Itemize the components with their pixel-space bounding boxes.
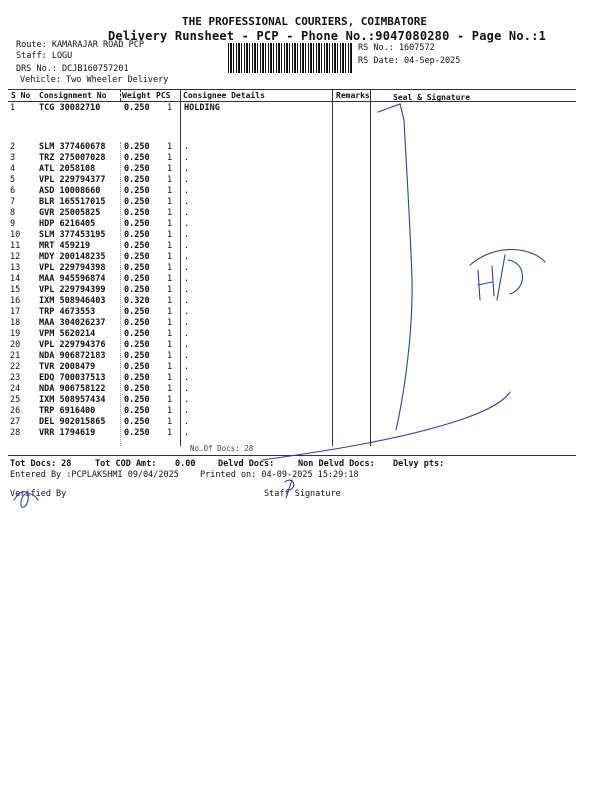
table-row: 13 VPL 229794398 0.250 1 . (10, 263, 190, 273)
table-row: 10 SLM 377453195 0.250 1 . (10, 230, 190, 240)
rs-number: RS No.: 1607572 (358, 43, 435, 53)
svg-text:H/D: H/D (480, 292, 482, 293)
table-row: 6 ASD 10008660 0.250 1 . (10, 186, 190, 196)
non-delivered-docs: Non Delvd Docs: (298, 459, 375, 469)
delivery-points: Delvy pts: (393, 459, 445, 469)
col-sno: S No (11, 91, 31, 100)
table-row: 9 HDP 6216405 0.250 1 . (10, 219, 190, 229)
table-row: 3 TRZ 275007028 0.250 1 . (10, 153, 190, 163)
col-weight: Weight (122, 91, 151, 100)
delivered-docs: Delvd Docs: (218, 459, 275, 469)
table-row: 11 MRT 459219 0.250 1 . (10, 241, 190, 251)
vehicle-label: Vehicle: Two Wheeler Delivery (20, 75, 169, 85)
col-consignment: Consignment No (39, 91, 107, 100)
table-row: 24 NDA 906758122 0.250 1 . (10, 384, 190, 394)
table-row: 17 TRP 4673553 0.250 1 . (10, 307, 190, 317)
document-title: Delivery Runsheet - PCP - Phone No.:9047080280 - Page No.:1 (108, 29, 547, 43)
col-consignee: Consignee Details (183, 91, 265, 100)
table-row: 7 BLR 165517015 0.250 1 . (10, 197, 190, 207)
table-row: 16 IXM 508946403 0.320 1 . (10, 296, 190, 306)
table-row: 28 VRR 1794619 0.250 1 . (10, 428, 190, 438)
tot-cod-label: Tot COD Amt: (95, 459, 157, 469)
table-row: 20 VPL 229794376 0.250 1 . (10, 340, 190, 350)
table-row: 8 GVR 25005825 0.250 1 . (10, 208, 190, 218)
tot-docs: Tot Docs: 28 (10, 459, 72, 469)
table-row: 27 DEL 902015865 0.250 1 . (10, 417, 190, 427)
table-row: 25 IXM 508957434 0.250 1 . (10, 395, 190, 405)
table-row: 4 ATL 2058108 0.250 1 . (10, 164, 190, 174)
rs-date: RS Date: 04-Sep-2025 (358, 56, 461, 66)
table-row: 22 TVR 2008479 0.250 1 . (10, 362, 190, 372)
table-row: 19 VPM 5620214 0.250 1 . (10, 329, 190, 339)
table-row: 2 SLM 377460678 0.250 1 . (10, 142, 190, 152)
table-row: 1 TCG 30082710 0.250 1 HOLDING (10, 103, 220, 113)
staff-label: Staff: LOGU (16, 51, 73, 61)
col-pcs: PCS (156, 91, 171, 100)
table-row: 21 NDA 906872183 0.250 1 . (10, 351, 190, 361)
hd-mark (470, 250, 545, 300)
verified-by: Verified By (10, 489, 67, 499)
staff-signature: Staff Signature (264, 489, 341, 499)
no-of-docs: No.Of Docs: 28 (190, 444, 254, 453)
printed-on: Printed on: 04-09-2025 15:29:18 (200, 470, 359, 480)
staff-signature-scribble (285, 480, 294, 498)
table-row: 15 VPL 229794399 0.250 1 . (10, 285, 190, 295)
table-row: 5 VPL 229794377 0.250 1 . (10, 175, 190, 185)
route-label: Route: KAMARAJAR ROAD PCP (16, 40, 144, 50)
drs-number: DRS No.: DCJB160757201 (16, 64, 129, 74)
verified-signature-scribble (14, 492, 38, 508)
pen-underline-stroke (262, 392, 510, 460)
table-row: 12 MDY 200148235 0.250 1 . (10, 252, 190, 262)
entered-by: Entered By :PCPLAKSHMI 09/04/2025 (10, 470, 179, 480)
table-row: 14 MAA 945596874 0.250 1 . (10, 274, 190, 284)
col-remarks: Remarks (336, 91, 370, 100)
col-seal-signature: Seal & Signature (393, 93, 471, 102)
table-row: 18 MAA 304026237 0.250 1 . (10, 318, 190, 328)
company-name: THE PROFESSIONAL COURIERS, COIMBATORE (182, 15, 428, 28)
table-row: 26 TRP 6916400 0.250 1 . (10, 406, 190, 416)
tot-cod-value: 0.00 (175, 459, 196, 469)
table-row: 23 EDQ 700037513 0.250 1 . (10, 373, 190, 383)
pen-tick-mark (378, 104, 412, 430)
